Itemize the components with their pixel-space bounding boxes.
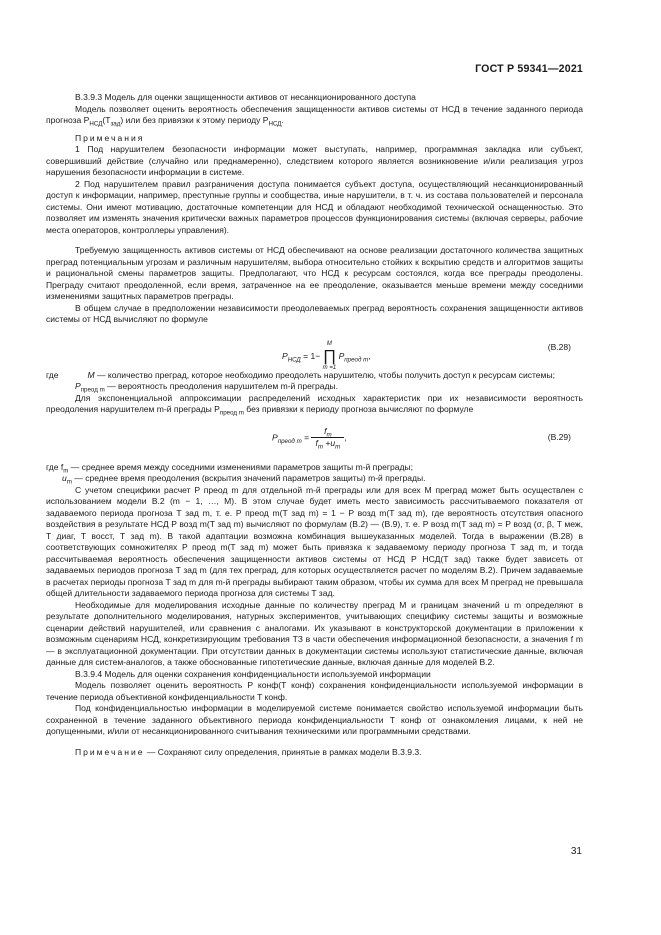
formula-b28: $P_{НСД} = 1-$ M ∏ m =1 $P_{преод m}$, (B.28) (282, 340, 571, 371)
para-general-case: В общем случае в предположении независимости преодолеваемых преград вероятность сохранения защищенности активов системы от НСД вычисляют по формуле (46, 302, 583, 324)
para-exponential: Для экспоненциальной аппроксимации распределений исходных характеристик при их независимости вероятность преодоления нарушителем m-й преграды $P_{преод m}$ без привязки к периоду прогноза вычисляют по формуле (46, 392, 583, 417)
where-block-1: где M — количество преград, которое необходимо преодолеть нарушителю, чтобы получить доступ к ресурсам системы; $P_{преод m}$ — вероятность преодоления нарушителем m-й преграды. (46, 369, 555, 394)
section-b394-para2: Под конфиденциальностью информации в моделируемой системе понимается свойство используемой информации быть сохраненной в течение заданного объективного периода конфиденциальности T конф от ознакомления лицами, к ней не допущенными, и/или от несанкционированного считывания техническими или программными средствами. (46, 703, 583, 736)
para-required-protection: Требуемую защищенность активов системы от НСД обеспечивают на основе реализации достаточного количества защитных преград потенциальным угрозам и различным нарушителям, выбора относительно стойких к вскрытию средств и алгоритмов защиты и рациональной смены параметров защиты. Предполагают, что НСД к ресурсам состоялся, когда все преграды преодолены. Преграду считают преодоленной, если время, затраченное на ее преодоление, оказывается меньше времени между соседними изменениями защитных параметров преграды. (46, 245, 583, 301)
section-b393-para: Модель позволяет оценить вероятность обеспечения защищенности активов системы от НСД в течение заданного периода прогноза $P_{НСД}(T_{зад})$ или без привязки к этому периоду $P_{НСД}$. (46, 103, 583, 128)
where-block-2: где $f_m$ — среднее время между соседними изменениями параметров защиты m-й преграды; $u_m$ — среднее время преодоления (вскрытия значений параметров защиты) m-й преграды. (46, 461, 426, 486)
document-header: ГОСТ Р 59341—2021 (475, 63, 583, 75)
note-2: 2 Под нарушителем правил разграничения доступа понимается субъект доступа, осуществляющий несанкционированный доступ к информации, например, преступные группы и сообщества, иные нарушители, в т. ч. из состава пользователей и персонала системы. Они имеют мотивацию, достаточные компетенции для НСД и обладают необходимой технической оснащенностью. Это позволяет им изменять значения критически важных параметров процессов функционирования системы (включая серверы, рабочие места операторов, контроллеры управления). (46, 178, 583, 235)
page-content (46, 92, 583, 758)
notes-heading: Примечания (75, 132, 145, 143)
section-title-b393: В.3.9.3 Модель для оценки защищенности активов от несанкционированного доступа (75, 92, 416, 102)
formula-number: (B.29) (547, 431, 571, 442)
para-specifics: С учетом специфики расчет P преод m для отдельной m-й преграды или для всех M преград может быть осуществлен с использованием модели В.2 (m − 1, …, M). В этом случае будет иметь место зависимость рассчитываемого показателя от задаваемого периода прогноза T зад m, т. е. P преод m(T зад m) = 1 − P возд m(T зад m), где вероятность отсутствия опасного воздействия в результате НСД P возд m(T зад m) вычисляют по формулам (В.2) — (В.9), т. е. P возд m(T зад m) = P возд (σ, β, T меж, T диаг, T восст, T зад m). В такой адаптации возможна комбинация вышеуказанных моделей. Тогда в выражении (В.28) в соответствующих сомножителях P преод m(T зад m) может быть привязка к задаваемому периоду прогноза T зад m, и тогда рассчитываемая вероятность обеспечения защищенности активов системы от НСД P НСД(T зад) также будет зависеть от задаваемых периодов прогноза T зад m (для тех преград, для которых осуществляется расчет по моделям В.2). Причем задаваемые в расчетах периоды прогноза T зад m для m-й преграды выбирают таким образом, чтобы их сумма для всех M преград не превышала общей длительности задаваемого периода прогноза для системы T зад. (46, 484, 583, 598)
section-b394-para1: Модель позволяет оценить вероятность P конф(T конф) сохранения конфиденциальности используемой информации в течение периода объективной конфиденциальности T конф. (46, 680, 583, 702)
note-1: 1 Под нарушителем безопасности информации может выступать, например, программная закладка или субъект, совершивший действие (случайно или преднамеренно), следствием которого является возникновение и/или реализация угроз нарушения безопасности информации в системе. (46, 144, 583, 177)
note-final: Примечание — Сохраняют силу определения, принятые в рамках модели В.3.9.3. (75, 746, 422, 757)
product-symbol: M ∏ m =1 (322, 340, 337, 371)
para-needed-data: Необходимые для моделирования исходные данные по количеству преград M и границам значений u m определяют в результате дополнительного моделирования, натурных экспериментов, учитывающих специфику системы защиты и возможные сценарии действий нарушителей, или сравнения с аналогами. Их указывают в конструкторской документации в приложении к возможным сценариям НСД, конкретизирующим требования ТЗ в части обеспечения информационной безопасности, а значения f m — в эксплуатационной документации. При отсутствии данных в документации системы используют статистические данные, включая данные для систем-аналогов, а также обоснованные гипотетические данные, включая данные для моделей В.2. (46, 599, 583, 667)
page-number: 31 (570, 846, 582, 857)
formula-b29: $P_{преод m}$ = $\frac{f_m}{f_m +u_m}$ , (B.29) (272, 425, 571, 451)
formula-number: (B.28) (547, 341, 571, 352)
fraction: $\frac{f_m}{f_m +u_m}$ (311, 426, 344, 450)
section-title-b394: В.3.9.4 Модель для оценки сохранения конфиденциальности используемой информации (75, 668, 431, 679)
